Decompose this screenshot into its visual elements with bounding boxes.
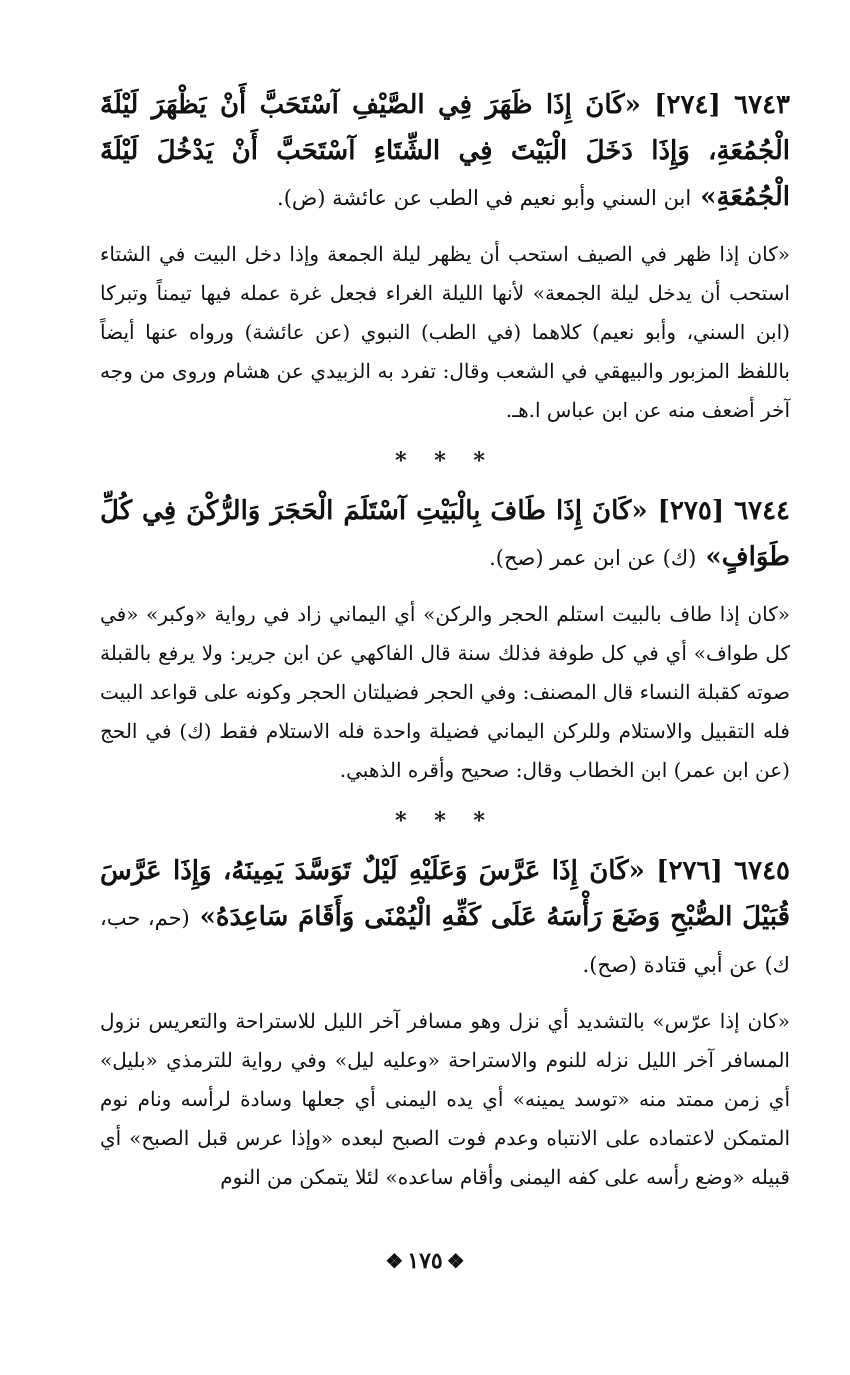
hadith-6744 bbox=[100, 488, 790, 581]
commentary-6743: «كان إذا ظهر في الصيف استحب أن يظهر ليلة الجمعة وإذا دخل البيت في الشتاء استحب أن يدخل ليلة الجمعة» لأنها الليلة الغراء فجعل غرة عمله فيها تيمناً وتبركا (ابن السني، وأبو نعيم) كلاهما (في الطب) النبوي (عن عائشة) ورواه عنها أيضاً باللفظ المزبور والبيهقي في الشعب وقال: تفرد به الزبيدي عن هشام وروى من وجه آخر أضعف منه عن ابن عباس ا.هـ. bbox=[100, 242, 790, 422]
hadith-6745 bbox=[100, 848, 790, 988]
page-number-value: ١٧٥ bbox=[407, 1248, 443, 1274]
hadith-number: ٦٧٤٤ bbox=[734, 496, 791, 526]
hadith-6743 bbox=[100, 82, 790, 221]
hadith-text: [٢٧٤] «كَانَ إِذَا ظَهَرَ فِي الصَّيْفِ آسْتَحَبَّ أَنْ يَظْهَرَ لَيْلَةَ الْجُمُعَةِ، وَإِذَا دَخَلَ الْبَيْتَ فِي الشِّتَاءِ آسْتَحَبَّ أَنْ يَدْخُلَ لَيْلَةَ الْجُمُعَةِ» bbox=[100, 90, 790, 212]
hadith-text: [٢٧٦] «كَانَ إِذَا عَرَّسَ وَعَلَيْهِ لَيْلٌ تَوَسَّدَ يَمِينَهُ، وَإِذَا عَرَّسَ قُبَيْلَ الصُّبْحِ وَضَعَ رَأْسَهُ عَلَى كَفِّهِ الْيُمْنَى وَأَقَامَ سَاعِدَهُ» bbox=[100, 856, 790, 932]
hadith-source: ابن السني وأبو نعيم في الطب عن عائشة (ض). bbox=[277, 186, 692, 210]
hadith-source: (حم، حب، ك) عن أبي قتادة (صح). bbox=[100, 906, 790, 977]
page-body bbox=[100, 82, 790, 1203]
hadith-number: ٦٧٤٣ bbox=[734, 90, 790, 120]
commentary-6745: «كان إذا عرّس» بالتشديد أي نزل وهو مسافر آخر الليل للاستراحة والتعريس نزول المسافر آخر الليل نزله للنوم والاستراحة «وعليه ليل» وفي رواية للترمذي «بليل» أي زمن ممتد منه «توسد يمينه» أي يده اليمنى أي جعلها وسادة لرأسه ونام نوم المتمكن لاعتماده على الانتباه وعدم فوت الصبح لبعده «وإذا عرس قبل الصبح» أي قبيله «وضع رأسه على كفه اليمنى وأقام ساعده» لئلا يتمكن من النوم bbox=[100, 1009, 790, 1189]
hadith-text: [٢٧٥] «كَانَ إِذَا طَافَ بِالْبَيْتِ آسْتَلَمَ الْحَجَرَ وَالرُّكْنَ فِي كُلِّ طَوَافٍ» bbox=[100, 496, 790, 572]
commentary-6744: «كان إذا طاف بالبيت استلم الحجر والركن» أي اليماني زاد في رواية «وكبر» «في كل طواف» أي في كل طوفة فذلك سنة قال الفاكهي عن ابن جرير: ولا يرفع بالقبلة صوته كقبلة النساء قال المصنف: وفي الحجر فضيلتان الحجر وكونه على قواعد البيت فله التقبيل والاستلام وللركن اليماني فضيلة واحدة فله الاستلام فقط (ك) في الحج (عن ابن عمر) ابن الخطاب وقال: صحيح وأقره الذهبي. bbox=[100, 602, 790, 782]
section-separator: * * * bbox=[395, 448, 495, 474]
hadith-source: (ك) عن ابن عمر (صح). bbox=[489, 546, 697, 570]
ornament-icon: ❖ bbox=[446, 1249, 465, 1273]
hadith-number: ٦٧٤٥ bbox=[734, 856, 790, 886]
page-number bbox=[0, 1248, 850, 1274]
ornament-icon: ❖ bbox=[385, 1249, 404, 1273]
section-separator: * * * bbox=[395, 808, 495, 834]
